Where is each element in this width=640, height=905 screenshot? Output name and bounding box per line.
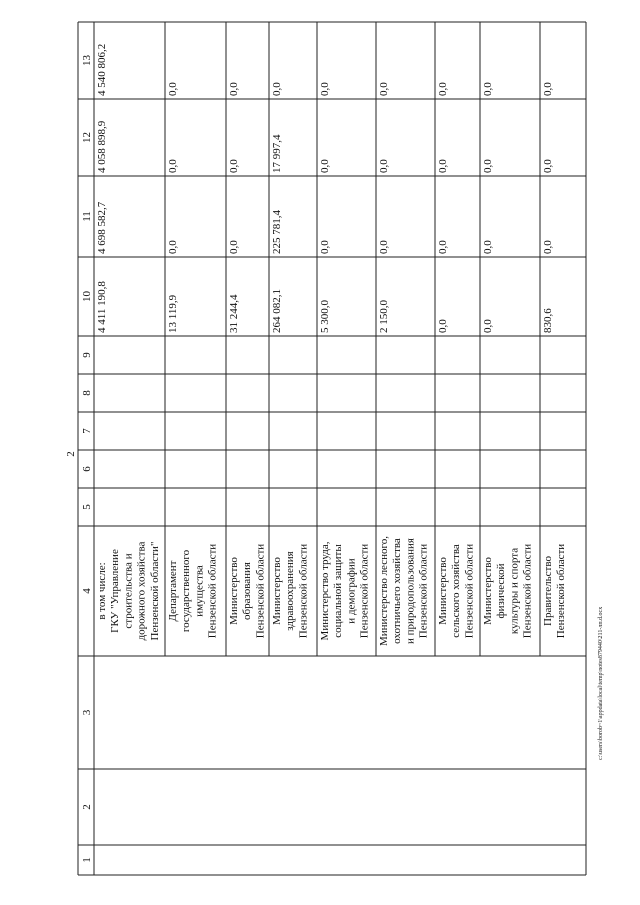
column-number-5: 5 [81,504,93,510]
amount-column-11: 0,0 [228,240,240,254]
page-number: 2 [64,451,77,457]
amount-column-12: 0,0 [319,159,331,173]
column-number-10: 10 [81,291,93,302]
amount-column-12: 0,0 [228,159,240,173]
organization-name-line: образования [241,561,254,621]
organization-name-line: государственного [180,549,193,633]
organization-name-line: Пензенской области" [148,541,161,641]
amount-column-10: 0,0 [437,319,449,333]
organization-name-line: Департамент [167,560,179,622]
organization-name-line: Пензенской области [206,543,219,639]
amount-column-10: 2 150,0 [378,300,390,333]
organization-name-line: Пензенской области [555,543,568,639]
organization-name-line: Министерство [228,557,240,625]
amount-column-11: 0,0 [482,240,494,254]
organization-name-line: Министерство [437,557,449,625]
amount-column-12: 0,0 [542,159,554,173]
column-number-4: 4 [81,588,93,594]
amount-column-12: 0,0 [378,159,390,173]
amount-column-13: 0,0 [271,82,283,96]
amount-column-12: 17 997,4 [271,134,283,173]
organization-name-line: здравоохранения [284,551,297,631]
amount-column-10: 5 300,0 [319,300,331,333]
table-row [542,82,567,638]
amount-column-11: 0,0 [319,240,331,254]
column-number-6: 6 [81,466,93,472]
organization-name-line: Министерство труда, [319,541,331,641]
amount-column-11: 225 781,4 [271,210,283,254]
amount-column-10: 31 244,4 [228,294,240,333]
organization-name-line: Пензенской области [254,543,267,639]
amount-column-11: 0,0 [378,240,390,254]
organization-name-line: Пензенской области [417,543,430,639]
amount-column-12: 0,0 [437,159,449,173]
table-row [167,82,219,638]
amount-column-13: 0,0 [542,82,554,96]
organization-name-line: Пензенской области [521,543,534,639]
table-row [271,82,309,638]
table-row [482,82,534,638]
amount-column-11: 0,0 [542,240,554,254]
amount-column-11: 4 698 582,7 [96,201,108,254]
column-number-8: 8 [81,390,93,396]
table-row [319,82,371,641]
amount-column-10: 264 082,1 [271,289,283,333]
organization-name-line: дорожного хозяйства [135,541,148,641]
organization-name-line: и природопользования [404,538,417,644]
amount-column-13: 0,0 [167,82,179,96]
amount-column-11: 0,0 [167,240,179,254]
organization-name-line: и демографии [345,558,358,624]
table-grid [78,22,586,875]
organization-name-line: имущества [193,565,206,617]
column-number-1: 1 [81,857,93,863]
amount-column-10: 0,0 [482,319,494,333]
organization-name-line: Министерство лесного, [378,536,390,646]
organization-name-line: сельского хозяйства [450,544,463,638]
column-number-2: 2 [81,804,93,810]
organization-name-line: Министерство [271,557,283,625]
amount-column-13: 0,0 [482,82,494,96]
file-path-footer: c:\users\borob~1\appdata\local\temp\notes879440\211-лп.d.ocx [598,606,604,760]
amount-column-13: 4 540 806,2 [96,43,108,96]
amount-column-10: 13 119,9 [167,294,179,333]
amount-column-10: 4 411 190,8 [96,281,108,333]
organization-name-line: Пензенской области [358,543,371,639]
organization-name-line: физической [495,563,508,619]
organization-name-line: строительства и [122,553,135,629]
amount-column-13: 0,0 [437,82,449,96]
organization-name-line: Правительство [542,556,554,626]
column-number-3: 3 [81,709,93,716]
amount-column-12: 0,0 [482,159,494,173]
column-number-7: 7 [81,428,93,434]
organization-name-line: в том числе: [96,562,108,620]
amount-column-11: 0,0 [437,240,449,254]
amount-column-12: 4 058 898,9 [96,120,108,173]
table-row [437,82,475,638]
organization-name-line: охотничьего хозяйства [391,538,404,644]
organization-name-line: социальной защиты [332,544,345,638]
amount-column-13: 0,0 [228,82,240,96]
column-number-13: 13 [81,55,93,66]
organization-name-line: ГКУ "Управление [109,549,122,633]
organization-name-line: культуры и спорта [508,547,521,635]
amount-column-10: 830,6 [542,308,554,333]
table-rows [96,44,567,646]
table-row [96,44,161,641]
table-row [378,82,430,646]
amount-column-13: 0,0 [378,82,390,96]
column-number-9: 9 [81,352,93,358]
amount-column-13: 0,0 [319,82,331,96]
organization-name-line: Министерство [482,557,494,625]
column-number-12: 12 [81,132,93,143]
table-row [228,82,266,638]
organization-name-line: Пензенской области [463,543,476,639]
amount-column-12: 0,0 [167,159,179,173]
organization-name-line: Пензенской области [297,543,310,639]
column-number-11: 11 [81,211,93,222]
